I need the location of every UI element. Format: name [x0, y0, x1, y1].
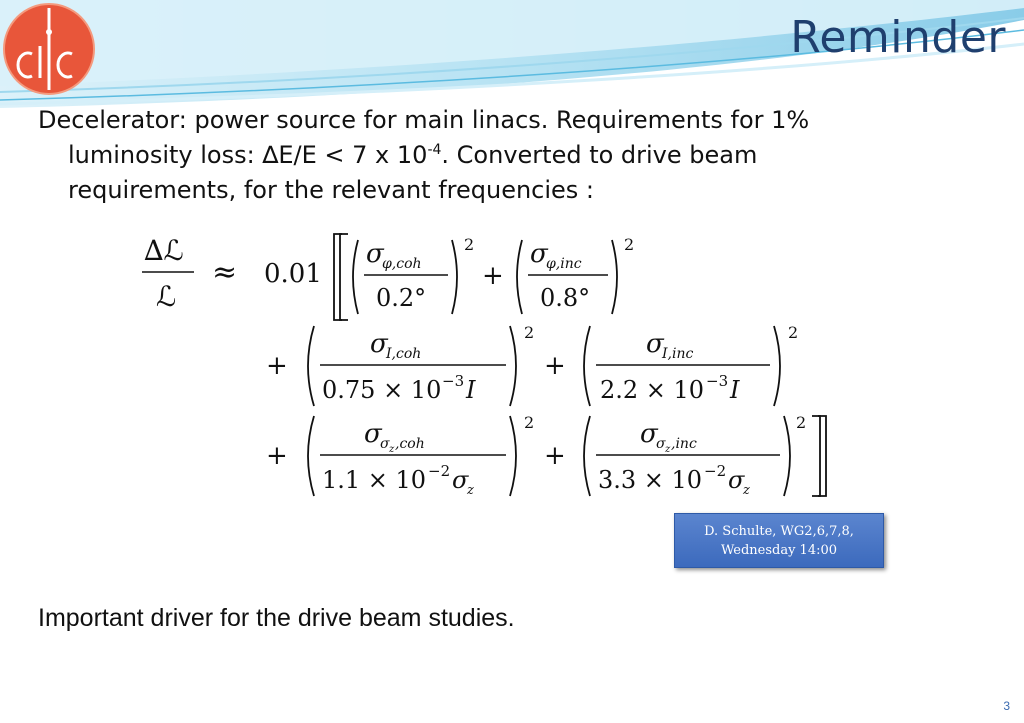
- term6-denominator-variable: σ: [728, 466, 745, 494]
- term2-sigma: σ: [530, 239, 548, 269]
- note-line-1: D. Schulte, WG2,6,7,8,: [704, 523, 854, 539]
- exponent-text: -4: [427, 142, 442, 158]
- conclusion-text: Important driver for the drive beam studies.: [38, 604, 515, 632]
- paragraph-line-3: requirements, for the relevant frequencies :: [68, 176, 595, 204]
- term3-denominator: 0.75 × 10: [322, 376, 442, 404]
- term1-subscript: φ,coh: [382, 256, 422, 272]
- clic-logo: [2, 2, 96, 96]
- page-number: 3: [1003, 699, 1010, 713]
- term5-denominator-variable: σ: [452, 466, 469, 494]
- term4-denominator-variable: I: [730, 376, 740, 404]
- paragraph-line-2-suffix: . Converted to drive beam: [441, 141, 758, 169]
- term3-sigma: σ: [370, 329, 388, 359]
- term5-denominator-exponent: −2: [428, 462, 451, 480]
- term5-denominator: 1.1 × 10: [322, 466, 427, 494]
- term5-subscript-tail: ,coh: [395, 436, 425, 452]
- term4-sigma: σ: [646, 329, 664, 359]
- plus-2: +: [266, 351, 288, 381]
- term5-sigma: σ: [364, 419, 382, 449]
- term6-denominator: 3.3 × 10: [598, 466, 703, 494]
- plus-4: +: [266, 441, 288, 471]
- term2-subscript: φ,inc: [546, 256, 582, 272]
- term4-denominator-exponent: −3: [706, 372, 729, 390]
- term6-denominator-variable-sub: z: [743, 483, 750, 498]
- term3-subscript: I,coh: [386, 346, 422, 362]
- intro-paragraph: [38, 103, 998, 208]
- delta-symbol: ∆: [262, 141, 279, 169]
- term6-sigma: σ: [640, 419, 658, 449]
- reference-note-box: [674, 513, 884, 568]
- plus-1: +: [482, 261, 504, 291]
- formula-lhs-numerator: ∆ℒ: [144, 234, 184, 267]
- term6-subscript-sigma: σ: [656, 436, 666, 452]
- luminosity-formula: [130, 220, 850, 510]
- term6-denominator-exponent: −2: [704, 462, 727, 480]
- formula-coefficient: 0.01: [264, 259, 322, 289]
- term1-sigma: σ: [366, 239, 384, 269]
- term3-exponent: 2: [524, 323, 535, 342]
- term5-subscript-sigma: σ: [380, 436, 390, 452]
- term1-exponent: 2: [464, 235, 475, 254]
- term3-denominator-variable: I: [466, 376, 476, 404]
- energy-ratio-text: E/E < 7 x 10: [278, 141, 428, 169]
- term4-denominator: 2.2 × 10: [600, 376, 705, 404]
- paragraph-line-2-prefix: luminosity loss:: [68, 141, 263, 169]
- note-line-2: Wednesday 14:00: [720, 542, 838, 558]
- slide-title: Reminder: [790, 12, 1006, 63]
- term3-denominator-exponent: −3: [442, 372, 465, 390]
- plus-3: +: [544, 351, 566, 381]
- term2-denominator: 0.8°: [540, 284, 591, 312]
- term4-subscript: I,inc: [662, 346, 694, 362]
- formula-lhs-denominator: ℒ: [156, 280, 177, 313]
- term1-denominator: 0.2°: [376, 284, 427, 312]
- paragraph-line-1: Decelerator: power source for main linacs. Requirements for 1%: [38, 106, 810, 134]
- term5-denominator-variable-sub: z: [467, 483, 474, 498]
- term6-subscript-z: z: [665, 444, 671, 455]
- formula-approx: ≈: [212, 255, 238, 290]
- term5-exponent: 2: [524, 413, 535, 432]
- term4-exponent: 2: [788, 323, 799, 342]
- paragraph-line-2: [38, 138, 998, 173]
- term5-subscript-z: z: [389, 444, 395, 455]
- term6-subscript-tail: ,inc: [671, 436, 697, 452]
- term2-exponent: 2: [624, 235, 635, 254]
- plus-5: +: [544, 441, 566, 471]
- term6-exponent: 2: [796, 413, 807, 432]
